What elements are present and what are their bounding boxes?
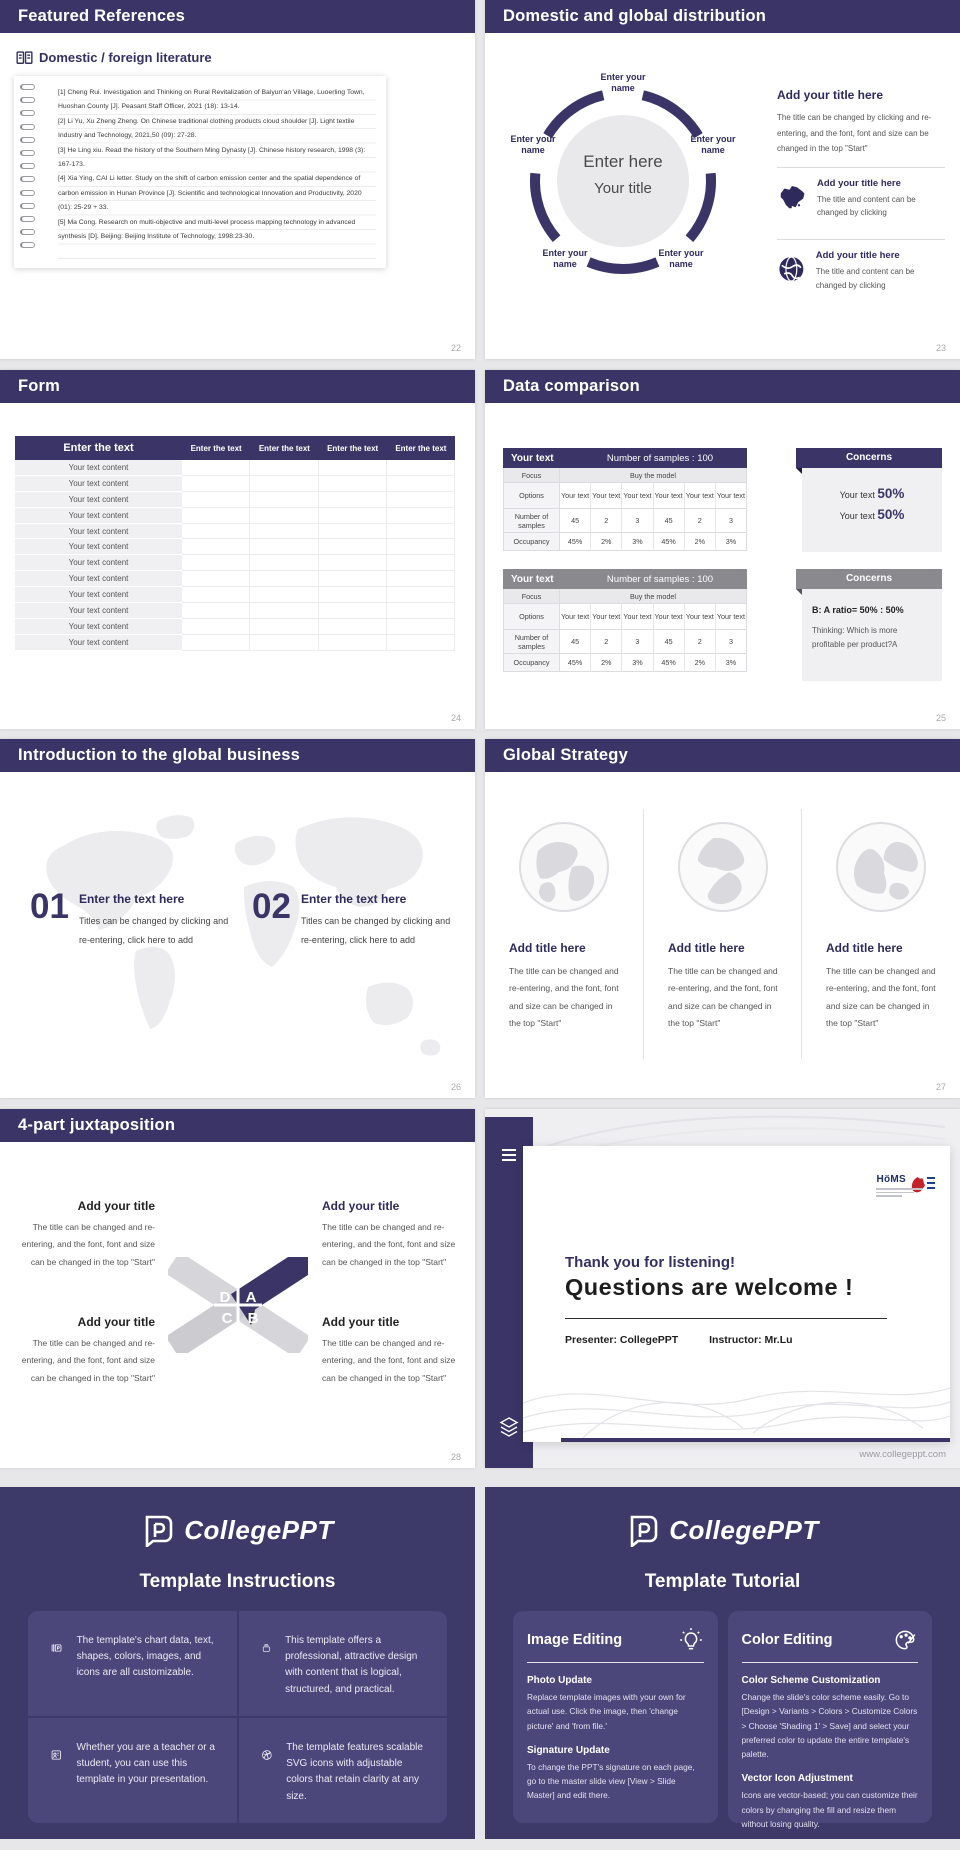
page-number: 27 (935, 1082, 946, 1092)
diagram-node-label: Enter your name (600, 72, 646, 94)
logo-caption (876, 1188, 922, 1199)
page-number: 23 (935, 343, 946, 353)
tip-heading: Photo Update (527, 1675, 592, 1686)
page-number: 22 (450, 343, 461, 353)
background-curves (545, 1109, 945, 1149)
panel-title: Add your title here (777, 88, 884, 102)
svg-text:A: A (245, 1289, 257, 1306)
slide-global-business[interactable] (0, 739, 475, 1098)
item-title: Add your title here (815, 249, 900, 261)
slide-form[interactable] (0, 370, 475, 729)
table-row: Your text content (15, 508, 455, 524)
slide-title: Domestic and global distribution (485, 0, 960, 33)
thanks-line1: Thank you for listening! (565, 1254, 736, 1271)
slide-juxtaposition[interactable] (0, 1109, 475, 1468)
website-url: www.collegeppt.com (859, 1449, 946, 1460)
layers-icon (498, 1416, 520, 1440)
page-number: 28 (450, 1452, 461, 1462)
strategy-column (485, 809, 643, 1059)
slide-global-strategy[interactable] (485, 739, 960, 1098)
list-item (777, 239, 945, 301)
item-heading: Add title here (826, 941, 903, 955)
table-row: Your text content (15, 571, 455, 587)
reference-item: [5] Ma Cong. Research on multi-objective and multi-level process mapping technology in advanced synthesis [D]. Beijing: Beijing Institute of Technology, 1998:23-30. (58, 218, 356, 241)
slide-title: Featured References (0, 0, 475, 33)
brand-name: CollegePPT (669, 1514, 819, 1545)
tip-heading: Vector Icon Adjustment (741, 1773, 853, 1785)
table-row: Your text content (15, 619, 455, 635)
table-row: Number of samples 45 2 3 45 2 3 (503, 509, 747, 533)
concerns-box-1 (796, 448, 942, 552)
presenter: Presenter: CollegePPT (565, 1334, 679, 1346)
reference-list (58, 86, 376, 260)
presenter-line (565, 1334, 793, 1346)
diagram-node-label: Enter your name (510, 134, 556, 156)
table-row: Options Your text Your text Your text Your text Your text Your text (503, 604, 747, 630)
item-body: The title can be changed and re-entering, and the font, font and size can be changed in the top "Start" (509, 966, 619, 1029)
item-heading: Add your title (322, 1199, 400, 1213)
thanks-line2: Questions are welcome ! (565, 1274, 854, 1300)
reference-item: [3] He Ling xiu. Read the history of the Southern Ming Dynasty [J]. Chinese history research, 1998 (3): 167-173. (58, 146, 366, 169)
tip-body: To change the PPT's signature on each page, go to the master slide view [View > Slide Master] and edit there. (527, 1761, 695, 1801)
feature-text: Whether you are a teacher or a student, you can use this template in your presentation. (76, 1742, 215, 1786)
slide-featured-references[interactable] (0, 0, 475, 359)
quadrant-item (322, 1315, 459, 1387)
table-row: Your text content (15, 492, 455, 508)
page-number: 26 (450, 1082, 461, 1092)
table-row: Your text content (15, 524, 455, 540)
circular-diagram (510, 56, 736, 306)
globe-icon (518, 821, 610, 913)
item-body: Titles can be changed by clicking and re-entering, click here to add (78, 916, 229, 945)
slide-title: Global Strategy (485, 739, 960, 772)
column-header: Enter the text (190, 443, 242, 453)
collegeppt-logo-icon (141, 1513, 175, 1547)
item-title: Add your title here (816, 177, 901, 189)
table-row: Your text content (15, 555, 455, 571)
panel-template-instructions (0, 1487, 475, 1839)
slide-title: Data comparison (485, 370, 960, 403)
quadrant-item (322, 1199, 459, 1271)
ribbon-title: Concerns (796, 569, 942, 589)
mesh-wave-decoration (523, 1358, 950, 1438)
table-row: Your text content (15, 587, 455, 603)
id-card-person-icon (50, 1740, 63, 1770)
quadrant-item (18, 1199, 155, 1271)
reference-item: [2] Li Yu, Xu Zheng Zheng. On Chinese traditional clothing products cloud shoulder [J]. Light textile Industry and Technology, 2021,50 (09): 27-28. (58, 117, 355, 140)
ratio-line: B: A ratio= 50% : 50% (812, 605, 904, 615)
table-row: Number of samples 45 2 3 45 2 3 (503, 630, 747, 654)
comparison-table-1 (503, 448, 747, 551)
accent-bar (561, 1438, 950, 1442)
svg-text:C: C (221, 1310, 233, 1327)
feature-card (28, 1718, 237, 1823)
item-heading: Add your title (322, 1315, 400, 1329)
feature-card (239, 1611, 448, 1716)
reference-item: [4] Xia Ying, CAI Li letter. Study on the shift of carbon emission center and the spatial dependence of carbon emission in Hunan Province [J]. Scientific and technological Innovation and Productivity, 2020 (01): 25-29 + 33. (58, 175, 362, 212)
item-body: The title and content can be changed by clicking (815, 266, 915, 290)
diagram-node-label: Enter your name (658, 248, 704, 270)
collegeppt-logo-icon (626, 1513, 660, 1547)
section-heading-label: Domestic / foreign literature (39, 50, 212, 65)
feature-text: This template offers a professional, attractive design with content that is logical, structured, and practical. (285, 1635, 418, 1695)
table-row: Your text content (15, 476, 455, 492)
tip-heading: Signature Update (527, 1744, 610, 1756)
svg-text:D: D (219, 1289, 231, 1306)
page-number: 24 (450, 713, 461, 723)
card-heading: Color Editing (741, 1632, 833, 1648)
reference-item: [1] Cheng Rui. Investigation and Thinking on Rural Revitalization of Baiyun'an Village, Luoerling Town, Huoshan County [J]. Peasant Staff Officer, 2021 (18): 13-14. (58, 89, 365, 111)
tutorial-card (513, 1611, 718, 1823)
item-heading: Add your title (77, 1199, 155, 1213)
divider (565, 1318, 887, 1319)
tip-body: Change the slide's color scheme easily. Go to [Design > Variants > Colors > Customize Colors > Choose 'Shading 1' > Save] and select your preferred color to update the entire template's palette. (741, 1692, 918, 1760)
column-header: Enter the text (63, 442, 134, 454)
slide-title: Introduction to the global business (0, 739, 475, 772)
column-header: Enter the text (395, 443, 447, 453)
item-heading: Enter the text here (300, 892, 407, 906)
distribution-right-panel (777, 88, 945, 301)
item-heading: Add title here (668, 941, 745, 955)
slide-thank-you[interactable] (485, 1109, 960, 1468)
concern-line: Your text 50% (839, 507, 905, 522)
divider (742, 1662, 919, 1663)
column-header: Enter the text (327, 443, 379, 453)
item-body: The title can be changed and re-entering, and the font, font and size can be changed in the top "Start" (21, 1338, 155, 1383)
item-body: The title can be changed and re-entering, and the font, font and size can be changed in the top "Start" (668, 966, 778, 1029)
diagram-node-label: Enter your name (690, 134, 736, 156)
brand-logo (0, 1513, 475, 1547)
panel-body: The title can be changed by clicking and re-entering, and the font, font and size can be changed in the top "Start" (777, 113, 932, 154)
quadrant-item (18, 1315, 155, 1387)
slide-title: Form (0, 370, 475, 403)
concerns-box-2 (796, 569, 942, 681)
form-table (15, 436, 455, 651)
table-row: Focus Buy the model (503, 468, 747, 483)
menu-icon[interactable] (502, 1149, 516, 1164)
panel-title: Template Instructions (139, 1571, 336, 1592)
strategy-column (801, 809, 959, 1059)
thank-you-card (523, 1146, 950, 1442)
feature-text: The template's chart data, text, shapes, colors, images, and icons are all customizable. (76, 1635, 214, 1679)
diagram-center-line2: Your title (594, 180, 652, 197)
item-body: The title can be changed and re-entering, and the font, font and size can be changed in the top "Start" (826, 966, 936, 1029)
table-row: Options Your text Your text Your text Your text Your text Your text (503, 483, 747, 509)
booklet-icon (50, 1633, 63, 1663)
tip-body: Icons are vector-based; you can customize their colors by changing the fill and resize them without losing quality. (741, 1790, 918, 1829)
brand-logo (485, 1513, 960, 1547)
item-number: 02 (252, 887, 291, 926)
table-header-row: Your text Number of samples : 100 (503, 448, 747, 468)
table-header-row: Your text Number of samples : 100 (503, 569, 747, 589)
comparison-table-2 (503, 569, 747, 672)
concern-line: Your text 50% (839, 486, 905, 501)
feature-card (239, 1718, 448, 1823)
item-heading: Add title here (509, 941, 586, 955)
feature-text: The template features scalable SVG icons with adjustable colors that retain clarity at any size. (286, 1742, 423, 1802)
table-header-row (15, 436, 455, 460)
ribbon-title: Concerns (796, 448, 942, 468)
literature-box (14, 76, 386, 268)
book-icon (16, 51, 33, 65)
slide-data-comparison[interactable] (485, 370, 960, 729)
slide-title: 4-part juxtaposition (0, 1109, 475, 1142)
card-heading: Image Editing (527, 1632, 623, 1648)
tip-body: Replace template images with your own for actual use. Click the image, then 'change picture' and 'from file.' (527, 1692, 686, 1731)
spiral-binding-icon (20, 84, 35, 248)
page-number: 25 (935, 713, 946, 723)
table-row: Your text content (15, 460, 455, 476)
divider (527, 1662, 704, 1663)
item-heading: Add your title (77, 1315, 155, 1329)
strategy-column (643, 809, 801, 1059)
instructor: Instructor: Mr.Lu (709, 1334, 793, 1346)
archive-box-icon (261, 1633, 272, 1663)
numbered-item (252, 889, 453, 950)
item-body: The title can be changed and re-entering, and the font, font and size can be changed in the top "Start" (322, 1338, 456, 1383)
diagram-center-text (513, 152, 733, 197)
diagram-center-line1: Enter here (583, 152, 663, 171)
table-row: Your text content (15, 539, 455, 555)
table-row: Occupancy 45% 2% 3% 45% 2% 3% (503, 533, 747, 551)
item-body: The title and content can be changed by clicking (816, 194, 916, 218)
panel-title: Template Tutorial (644, 1571, 801, 1592)
item-heading: Enter the text here (78, 892, 185, 906)
palette-icon (892, 1627, 918, 1653)
thinking-line: Thinking: Which is more profitable per product?A (812, 626, 898, 649)
panel-template-tutorial (485, 1487, 960, 1839)
list-item (777, 167, 945, 229)
lightbulb-icon (678, 1627, 704, 1653)
brand-name: CollegePPT (184, 1514, 334, 1545)
vector-ball-icon (261, 1740, 273, 1770)
item-body: The title can be changed and re-entering, and the font, font and size can be changed in the top "Start" (322, 1222, 456, 1267)
tutorial-card (728, 1611, 933, 1829)
logo-text: HöMS (876, 1174, 906, 1185)
item-number: 01 (30, 887, 69, 926)
table-row: Focus Buy the model (503, 589, 747, 604)
column-header: Enter the text (258, 443, 310, 453)
slide-distribution[interactable] (485, 0, 960, 359)
china-map-icon (777, 178, 807, 214)
globe-icon (835, 821, 927, 913)
university-logo (876, 1174, 936, 1194)
globe-icon (677, 821, 769, 913)
table-row: Your text content (15, 603, 455, 619)
item-body: Titles can be changed by clicking and re-entering, click here to add (300, 916, 451, 945)
ribbon-x-diagram-icon (168, 1257, 308, 1353)
table-row: Your text content (15, 635, 455, 651)
feature-cards (28, 1611, 447, 1823)
feature-card (28, 1611, 237, 1716)
tutorial-cards (513, 1611, 932, 1829)
item-body: The title can be changed and re-entering, and the font, font and size can be changed in the top "Start" (21, 1222, 155, 1267)
numbered-item (30, 889, 231, 950)
tip-heading: Color Scheme Customization (741, 1675, 881, 1686)
svg-text:B: B (247, 1310, 259, 1327)
section-heading (16, 50, 212, 65)
diagram-node-label: Enter your name (542, 248, 588, 270)
globe-icon (777, 250, 806, 288)
table-row: Occupancy 45% 2% 3% 45% 2% 3% (503, 654, 747, 672)
